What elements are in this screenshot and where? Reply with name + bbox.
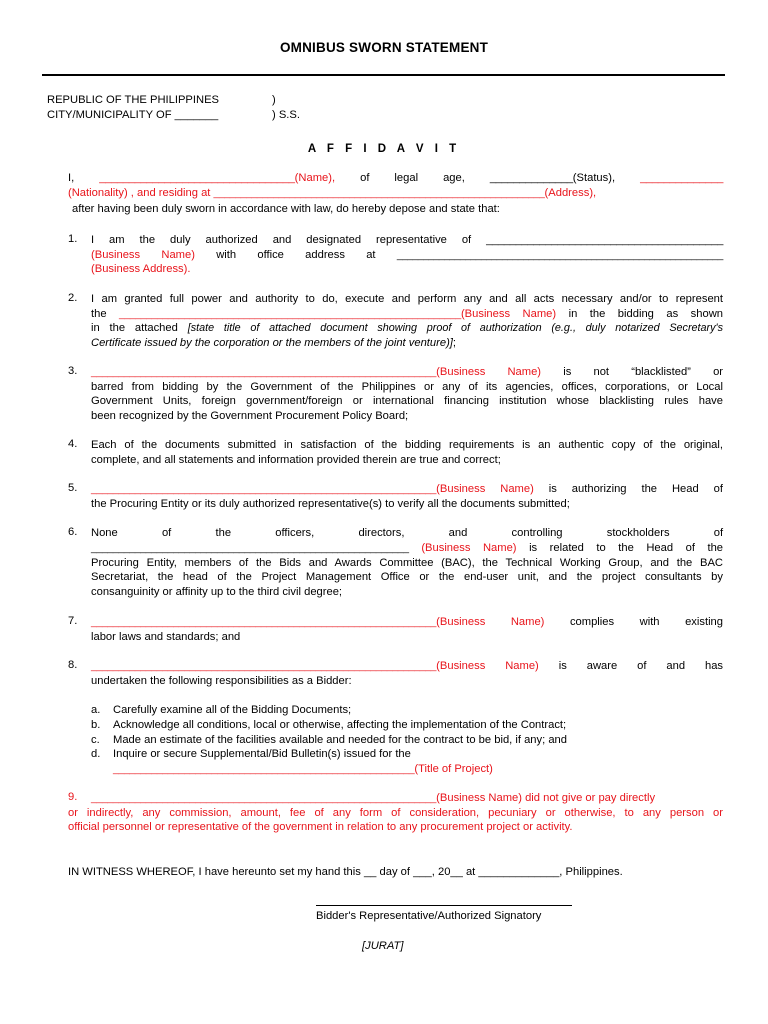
- venue-city: CITY/MUNICIPALITY OF _______: [47, 109, 219, 121]
- status-label: (Status),: [572, 172, 616, 184]
- item-2-line-4: Certificate issued by the corporation or the members of the joint venture)];: [91, 337, 457, 349]
- item-3-line-3: Government Units, foreign government/foreign or international financing institution whose blacklisting rules have: [91, 395, 723, 407]
- venue-paren: ): [272, 94, 276, 106]
- item-4-line-1: Each of the documents submitted in satisfaction of the bidding requirements is an authentic copy of the original,: [91, 439, 723, 451]
- item-4-number: 4.: [68, 438, 78, 450]
- item-9-number: 9.: [68, 791, 78, 803]
- sub-d-label: d.: [91, 748, 101, 760]
- nationality-label: (Nationality) , and residing at: [68, 187, 211, 199]
- item-6-line-3: Procuring Entity, members of the Bids and Awards Committee (BAC), the Technical Working Group, and the BAC: [91, 557, 723, 569]
- sub-b-text: Acknowledge all conditions, local or otherwise, affecting the implementation of the Contract;: [113, 719, 567, 731]
- item-1-line-1: I am the duly authorized and designated representative of ________________________________________: [91, 234, 724, 246]
- item-9-line-2: or indirectly, any commission, amount, fee of any form of consideration, pecuniary or otherwise, to any person or: [68, 807, 723, 819]
- item-6-line-1: None of the officers, directors, and controlling stockholders of: [91, 527, 724, 539]
- item-6-line-4: Secretariat, the head of the Project Management Office or the end-user unit, and the project consultants by: [91, 571, 723, 583]
- signature-line: [316, 905, 572, 906]
- sub-d-text: Inquire or secure Supplemental/Bid Bulletin(s) issued for the: [113, 748, 411, 760]
- name-label: (Name),: [294, 172, 336, 184]
- item-7-number: 7.: [68, 615, 78, 627]
- item-9-line-3: official personnel or representative of the government in relation to any procurement project or activity.: [68, 821, 573, 833]
- item-2-line-2: the _______________________________________________________________(Business Name) in the bidding as shown: [91, 308, 724, 320]
- name-blank: _________________________________: [99, 172, 295, 184]
- signatory-caption: Bidder's Representative/Authorized Signatory: [316, 910, 542, 922]
- item-3-line-2: barred from bidding by the Government of the Philippines or any of its agencies, offices, corporations, or Local: [91, 381, 723, 393]
- item-4-line-2: complete, and all statements and information provided therein are true and correct;: [91, 454, 501, 466]
- document-title: OMNIBUS SWORN STATEMENT: [279, 40, 489, 55]
- item-6-line-5: consanguinity or affinity up to the third civil degree;: [91, 586, 343, 598]
- affidavit-heading: A F F I D A V I T: [307, 143, 461, 155]
- sub-d-title-line: _______________________________________________________(Title of Project): [113, 763, 493, 775]
- nationality-blank: ______________: [640, 172, 724, 184]
- item-5-line-2: the Procuring Entity or its duly authorized representative(s) to verify all the documents submitted;: [91, 498, 570, 510]
- item-8-line-1: _______________________________________________________________(Business Name) is aware of and has: [91, 660, 724, 672]
- item-6-number: 6.: [68, 526, 78, 538]
- intro-line-2: [68, 186, 728, 202]
- legal-age-text: of legal age,: [360, 172, 465, 184]
- sub-a-text: Carefully examine all of the Bidding Documents;: [113, 704, 352, 716]
- item-9-line-1: _______________________________________________________________(Business Name) did not give or pay directly: [91, 792, 656, 804]
- intro-line-1: [68, 171, 723, 186]
- item-5-number: 5.: [68, 482, 78, 494]
- venue-republic: REPUBLIC OF THE PHILIPPINES: [47, 94, 220, 106]
- title-divider: [42, 74, 725, 76]
- intro-i: I,: [68, 172, 75, 184]
- item-3-line-4: been recognized by the Government Procurement Policy Board;: [91, 410, 409, 422]
- sub-a-label: a.: [91, 704, 101, 716]
- item-2-number: 2.: [68, 292, 78, 304]
- intro-line-3: after having been duly sworn in accordance with law, do hereby depose and state that:: [72, 203, 500, 215]
- item-2-line-3: in the attached [state title of attached document showing proof of authorization (e.g., duly notarized Secretary's: [91, 322, 724, 334]
- item-7-line-2: labor laws and standards; and: [91, 631, 241, 643]
- address-blank: _____________________________________________________________: [213, 188, 545, 199]
- item-1-line-2: (Business Name) with office address at ______________________________________________________________: [91, 249, 724, 261]
- status-blank: ______________: [489, 172, 573, 184]
- item-6-line-2: __________________________________________________________ (Business Name) is related to the Head of the: [91, 542, 724, 554]
- sub-c-text: Made an estimate of the facilities available and needed for the contract to be bid, if any; and: [113, 734, 568, 746]
- witness-statement: IN WITNESS WHEREOF, I have hereunto set my hand this __ day of ___, 20__ at _____________, Philippines.: [68, 866, 623, 878]
- item-1-number: 1.: [68, 233, 78, 245]
- item-8-number: 8.: [68, 659, 78, 671]
- sub-b-label: b.: [91, 719, 101, 731]
- item-1-line-3: (Business Address).: [91, 263, 191, 275]
- venue-ss: ) S.S.: [272, 109, 300, 121]
- item-5-line-1: _______________________________________________________________(Business Name) is authorizing the Head of: [91, 483, 724, 495]
- sub-c-label: c.: [91, 734, 100, 746]
- item-2-line-1: I am granted full power and authority to do, execute and perform any and all acts necessary and/or to represent: [91, 293, 723, 305]
- jurat-label: [JURAT]: [362, 940, 404, 952]
- item-8-line-2: undertaken the following responsibilities as a Bidder:: [91, 675, 352, 687]
- item-7-line-1: _______________________________________________________________(Business Name) complies with existing: [91, 616, 724, 628]
- item-3-number: 3.: [68, 365, 78, 377]
- item-3-line-1: _______________________________________________________________(Business Name) is not “blacklisted” or: [91, 366, 724, 378]
- address-label: (Address),: [544, 187, 597, 199]
